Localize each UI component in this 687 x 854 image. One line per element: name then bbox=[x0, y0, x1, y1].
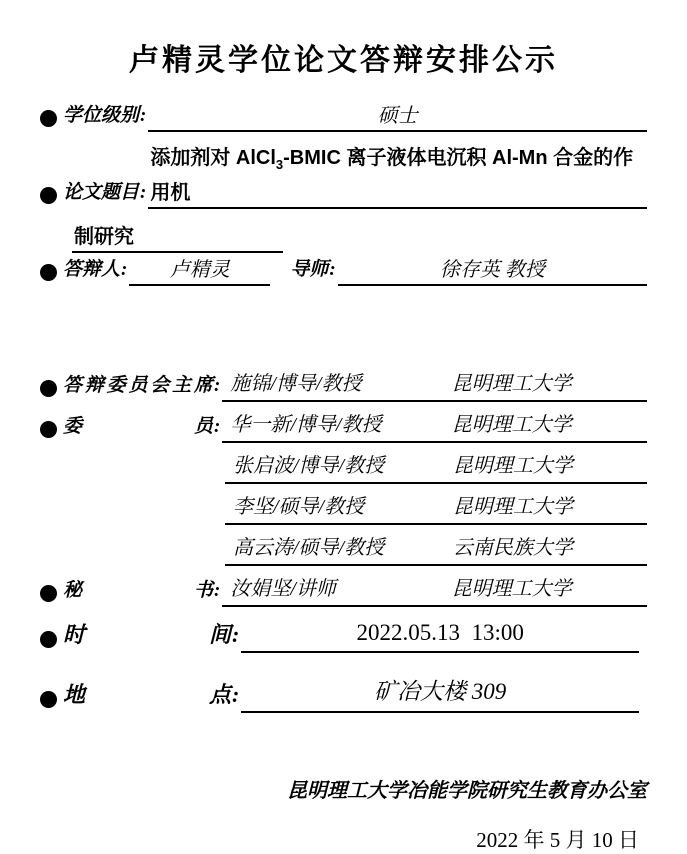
bullet-icon bbox=[40, 691, 57, 708]
supervisor-value: 徐存英 教授 bbox=[338, 257, 647, 286]
footer bbox=[40, 777, 647, 854]
committee-member-row bbox=[40, 410, 647, 443]
degree-level-label bbox=[63, 103, 148, 132]
secretary-label-text: 秘书 bbox=[63, 580, 213, 601]
degree-level-label-text: 学位级别 bbox=[63, 105, 140, 126]
committee-member-org: 云南民族大学 bbox=[452, 537, 573, 559]
footer-date: 2022 年 5 月 10 日 bbox=[476, 828, 639, 852]
committee-chair-label-text: 答辩委员会主席 bbox=[63, 375, 213, 396]
place-label bbox=[63, 680, 241, 713]
bullet-icon bbox=[40, 421, 57, 438]
thesis-title-row-2 bbox=[40, 223, 647, 253]
time-label bbox=[63, 620, 241, 653]
committee-member-row bbox=[40, 492, 647, 525]
degree-level-colon: : bbox=[140, 105, 147, 126]
thesis-title-label-text: 论文题目 bbox=[63, 182, 140, 203]
defender-row bbox=[40, 257, 647, 286]
supervisor-label-text: 导师 bbox=[290, 259, 329, 280]
supervisor-colon: : bbox=[329, 259, 336, 280]
thesis-title-line1-pre: 添加剂对 AlCl bbox=[150, 147, 276, 169]
committee-chair-person: 施锦/博导/教授 bbox=[230, 373, 362, 395]
thesis-title-row bbox=[40, 144, 647, 209]
secretary-org: 昆明理工大学 bbox=[451, 578, 572, 600]
degree-level-row bbox=[40, 103, 647, 132]
bullet-icon bbox=[40, 631, 57, 648]
place-row bbox=[40, 673, 647, 713]
committee-member-person: 李坚/硕导/教授 bbox=[233, 496, 365, 518]
committee-chair-colon: : bbox=[214, 375, 221, 396]
place-label-text: 地点 bbox=[63, 682, 231, 707]
thesis-title-line2: 制研究 bbox=[72, 223, 283, 253]
thesis-title-line1-post: -BMIC 离子液体电沉积 Al-Mn 合金的作用机 bbox=[150, 147, 634, 204]
secretary-colon: : bbox=[214, 580, 221, 601]
time-label-text: 时间 bbox=[63, 622, 231, 647]
committee-chair-label bbox=[63, 373, 222, 402]
committee-member-label bbox=[63, 414, 222, 443]
committee-member-row bbox=[40, 533, 647, 566]
thesis-title-subscript: 3 bbox=[275, 157, 284, 172]
committee-member-line bbox=[222, 410, 647, 443]
bullet-icon bbox=[40, 187, 57, 204]
time-value: 2022.05.13 13:00 bbox=[241, 615, 639, 653]
committee-member-org: 昆明理工大学 bbox=[451, 414, 572, 436]
time-colon: : bbox=[232, 622, 240, 647]
secretary-label bbox=[63, 578, 222, 607]
thesis-title-line1 bbox=[148, 144, 647, 209]
bullet-icon bbox=[40, 110, 57, 127]
secretary-row bbox=[40, 574, 647, 607]
bullet-icon bbox=[40, 380, 57, 397]
committee-member-org: 昆明理工大学 bbox=[452, 455, 573, 477]
committee-member-person: 张启波/博导/教授 bbox=[233, 455, 385, 477]
committee-chair-org: 昆明理工大学 bbox=[451, 373, 572, 395]
thesis-title-label bbox=[63, 180, 148, 209]
defender-colon: : bbox=[121, 259, 128, 280]
committee-member-label-text: 委员 bbox=[63, 416, 213, 437]
committee-member-row bbox=[40, 451, 647, 484]
place-colon: : bbox=[232, 682, 240, 707]
committee-member-org: 昆明理工大学 bbox=[452, 496, 573, 518]
committee-chair-line bbox=[222, 369, 647, 402]
supervisor-label bbox=[290, 257, 337, 286]
time-row bbox=[40, 615, 647, 653]
footer-office: 昆明理工大学冶能学院研究生教育办公室 bbox=[287, 780, 647, 802]
defender-value: 卢精灵 bbox=[129, 257, 270, 286]
defender-label bbox=[63, 257, 129, 286]
committee-chair-row bbox=[40, 369, 647, 402]
place-value: 矿冶大楼 309 bbox=[241, 673, 639, 713]
committee-member-person: 高云涛/硕导/教授 bbox=[233, 537, 385, 559]
degree-level-value: 硕士 bbox=[148, 103, 647, 132]
secretary-line bbox=[222, 574, 647, 607]
secretary-person: 汝娟坚/讲师 bbox=[230, 578, 336, 600]
bullet-icon bbox=[40, 264, 57, 281]
thesis-title-colon: : bbox=[140, 182, 147, 203]
committee-member-colon: : bbox=[214, 416, 221, 437]
bullet-icon bbox=[40, 585, 57, 602]
defender-label-text: 答辩人 bbox=[63, 259, 121, 280]
committee-member-line bbox=[225, 451, 647, 484]
committee-member-line bbox=[225, 533, 647, 566]
committee-member-person: 华一新/博导/教授 bbox=[230, 414, 382, 436]
committee-member-line bbox=[225, 492, 647, 525]
page-title: 卢精灵学位论文答辩安排公示 bbox=[129, 44, 558, 77]
